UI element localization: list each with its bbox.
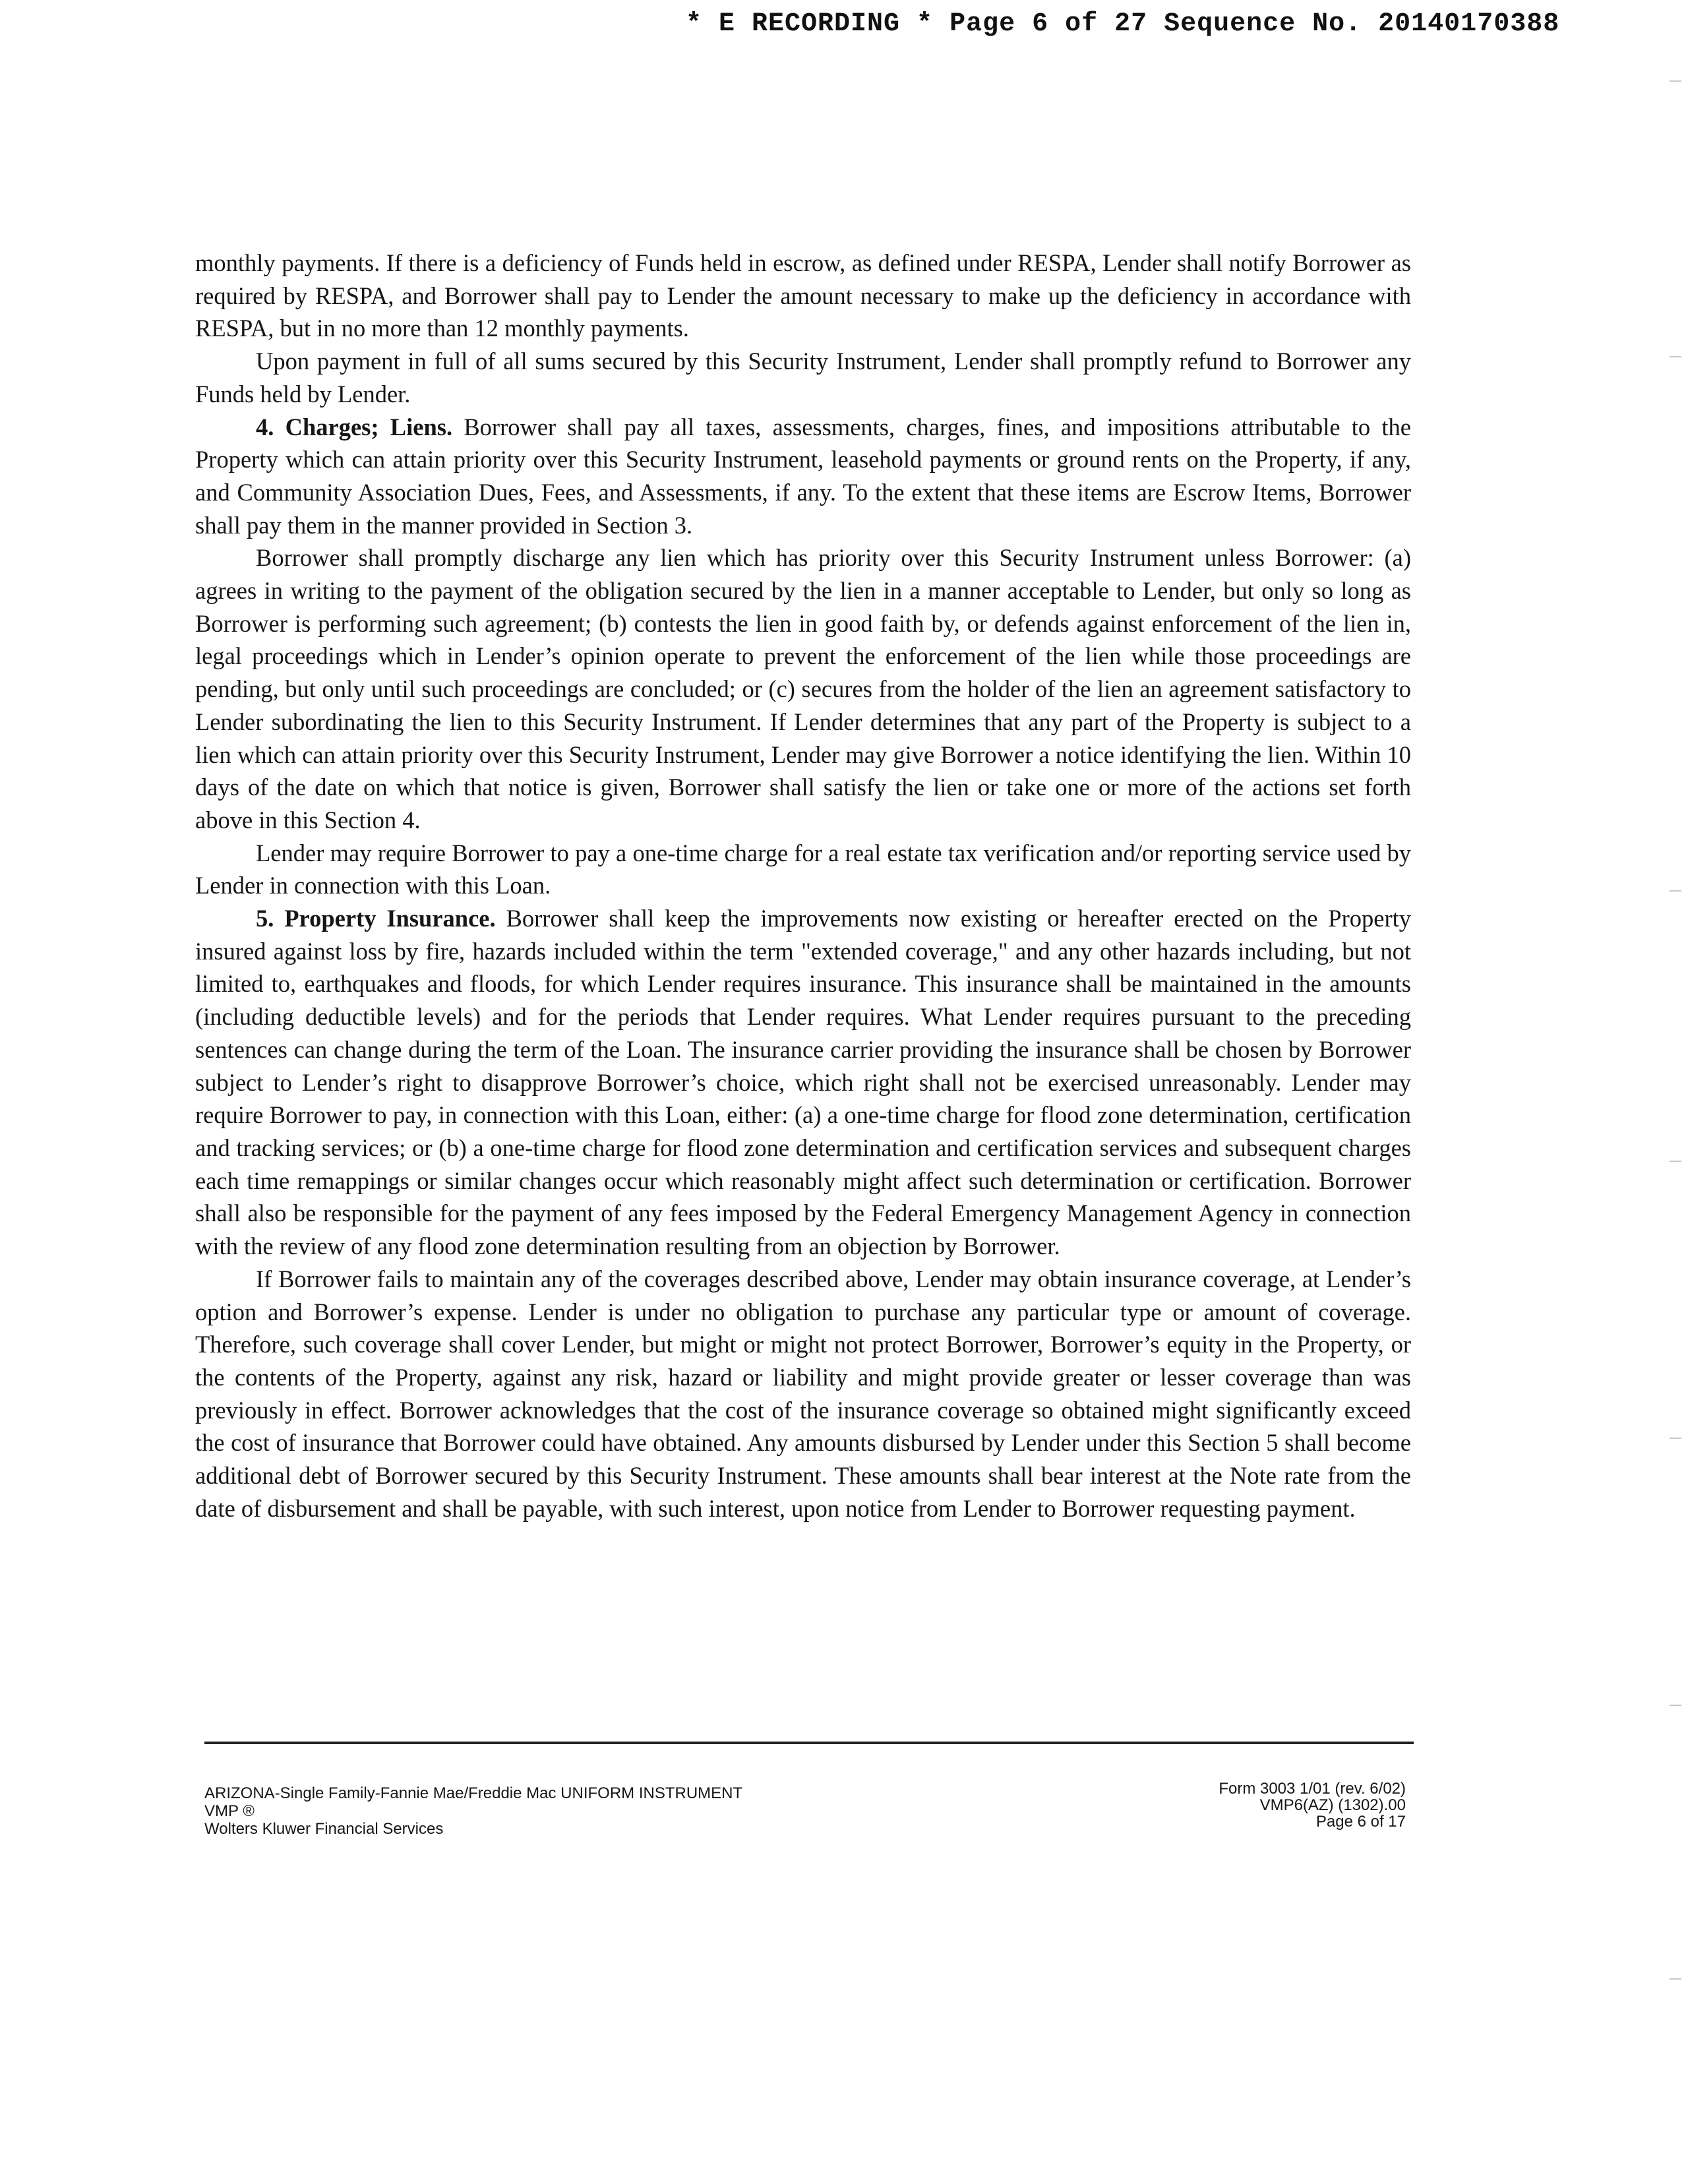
footer-page-number: Page 6 of 17 (1315, 1813, 1406, 1831)
footer-vmp-code: VMP6(AZ) (1302).00 (1259, 1796, 1406, 1814)
section-4-charges-liens (195, 411, 1411, 542)
footer-divider (204, 1742, 1414, 1744)
section-5-property-insurance (195, 902, 1411, 1263)
section-4-heading: 4. Charges; Liens. (256, 413, 453, 440)
paragraph-escrow-deficiency: monthly payments. If there is a deficiency of Funds held in escrow, as defined under RESPA, Lender shall notify Borrower as required by RESPA, and Borrower shall pay to Lender the amount necessary to make up the deficiency in accordance with RESPA, but in no more than 12 monthly payments. (195, 249, 1411, 342)
scan-mark (1670, 80, 1681, 82)
footer-form-number (1055, 1780, 1406, 1830)
scan-mark (1670, 1978, 1681, 1980)
paragraph-tax-verification: Lender may require Borrower to pay a one-time charge for a real estate tax verification and/or reporting service used by Lender in connection with this Loan. (195, 839, 1411, 899)
section-5-text: Borrower shall keep the improvements now existing or hereafter erected on the Property insured against loss by fire, hazards included within the term "extended coverage," and any other hazards including, but not limited to, earthquakes and floods, for which Lender requires insurance. This insurance shall be maintained in the amounts (including deductible levels) and for the periods that Lender requires. What Lender requires pursuant to the preceding sentences can change during the term of the Loan. The insurance carrier providing the insurance shall be chosen by Borrower subject to Lender’s right to disapprove Borrower’s choice, which right shall not be exercised unreasonably. Lender may require Borrower to pay, in connection with this Loan, either: (a) a one-time charge for flood zone determination, certification and tracking services; or (b) a one-time charge for flood zone determination and certification services and subsequent charges each time remappings or similar changes occur which reasonably might affect such determination or certification. Borrower shall also be responsible for the payment of any fees imposed by the Federal Emergency Management Agency in connection with the review of any flood zone determination resulting from an objection by Borrower. (195, 905, 1412, 1260)
footer-vmp-mark: VMP ® (204, 1802, 255, 1820)
scan-mark (1670, 890, 1681, 892)
document-body (195, 247, 1411, 1525)
footer-form-info (204, 1784, 864, 1838)
footer-form-id: Form 3003 1/01 (rev. 6/02) (1219, 1780, 1406, 1798)
section-4-text: Borrower shall pay all taxes, assessments, charges, fines, and impositions attributable to the Property which can attain priority over this Security Instrument, leasehold payments or ground rents on the Property, if any, and Community Association Dues, Fees, and Assessments, if any. To the extent that these items are Escrow Items, Borrower shall pay them in the manner provided in Section 3. (195, 413, 1411, 539)
scan-mark (1670, 1438, 1681, 1439)
paragraph-discharge-lien: Borrower shall promptly discharge any lien which has priority over this Security Instrument unless Borrower: (a) agrees in writing to the payment of the obligation secured by the lien in a manner acceptable to Lender, but only so long as Borrower is performing such agreement; (b) contests the lien in good faith by, or defends against enforcement of the lien in, legal proceedings which in Lender’s opinion operate to prevent the enforcement of the lien while those proceedings are pending, but only until such proceedings are concluded; or (c) secures from the holder of the lien an agreement satisfactory to Lender subordinating the lien to this Security Instrument. If Lender determines that any part of the Property is subject to a lien which can attain priority over this Security Instrument, Lender may give Borrower a notice identifying the lien. Within 10 days of the date on which that notice is given, Borrower shall satisfy the lien or take one or more of the actions set forth above in this Section 4. (195, 544, 1411, 834)
footer-publisher: Wolters Kluwer Financial Services (204, 1820, 444, 1838)
recording-header: * E RECORDING * Page 6 of 27 Sequence No. 20140170388 (686, 9, 1560, 39)
paragraph-refund: Upon payment in full of all sums secured by this Security Instrument, Lender shall promptly refund to Borrower any Funds held by Lender. (195, 348, 1411, 408)
scan-mark (1670, 1705, 1681, 1706)
footer-instrument-title: ARIZONA-Single Family-Fannie Mae/Freddie Mac UNIFORM INSTRUMENT (204, 1784, 743, 1802)
scan-mark (1670, 356, 1681, 357)
paragraph-coverage-failure: If Borrower fails to maintain any of the coverages described above, Lender may obtain insurance coverage, at Lender’s option and Borrower’s expense. Lender is under no obligation to purchase any particular type or amount of coverage. Therefore, such coverage shall cover Lender, but might or might not protect Borrower, Borrower’s equity in the Property, or the contents of the Property, against any risk, hazard or liability and might provide greater or lesser coverage than was previously in effect. Borrower acknowledges that the cost of the insurance coverage so obtained might significantly exceed the cost of insurance that Borrower could have obtained. Any amounts disbursed by Lender under this Section 5 shall become additional debt of Borrower secured by this Security Instrument. These amounts shall bear interest at the Note rate from the date of disbursement and shall be payable, with such interest, upon notice from Lender to Borrower requesting payment. (195, 1265, 1411, 1522)
scan-mark (1670, 1161, 1681, 1162)
section-5-heading: 5. Property Insurance. (256, 905, 496, 932)
